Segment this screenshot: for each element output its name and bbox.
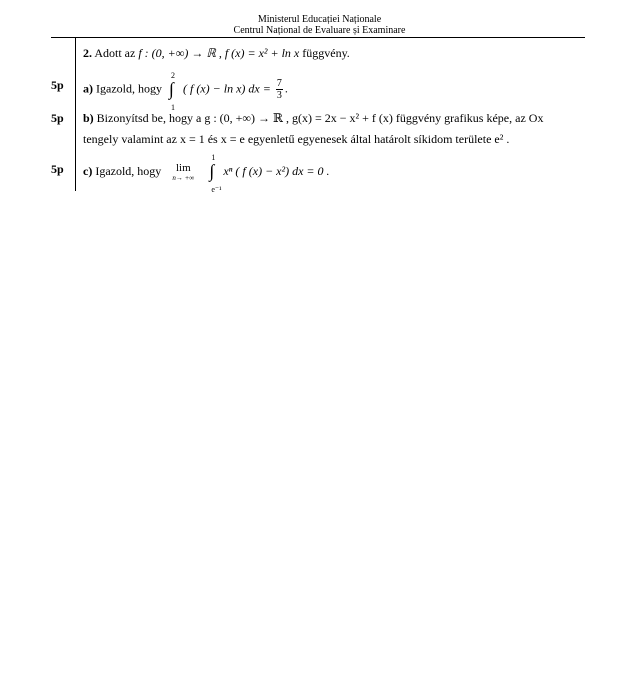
part-c-label: c)	[83, 163, 93, 178]
integral-sign: ∫ 2 1	[168, 83, 179, 97]
integral-lower-limit: e⁻¹	[211, 185, 222, 194]
part-a-points: 5p	[51, 78, 64, 92]
part-b-line1: Bizonyítsd be, hogy a g : (0, +∞) → ℝ , g(x) = 2x − x² + f (x) függvény grafikus képe, az Ox	[96, 111, 544, 125]
page-header	[0, 15, 639, 36]
integral-sign: ∫ 1 e⁻¹	[208, 165, 219, 179]
part-a-text: Igazold, hogy	[96, 81, 162, 96]
limit-subscript: n→ +∞	[172, 174, 195, 182]
integral-upper-limit: 2	[170, 70, 175, 80]
limit-word: lim	[175, 162, 191, 174]
problem-intro	[83, 46, 583, 60]
part-b-label: b)	[83, 111, 94, 125]
problem-intro-suffix: függvény.	[302, 46, 350, 60]
part-a-label: a)	[83, 81, 93, 96]
limit-operator	[166, 162, 200, 182]
integral-upper-limit: 1	[211, 153, 216, 162]
part-c-integrand: xⁿ ( f (x) − x²) dx = 0 .	[223, 163, 330, 178]
part-a: a) Igazold, hogy ∫ 2 1 ( f (x) − ln x) dx = $\frac{7}{3}$ .	[83, 78, 583, 101]
function-definition: f : (0, +∞) → ℝ , f (x) = x² + ln x	[138, 46, 300, 60]
fraction-denominator: 3	[276, 90, 282, 101]
header-rule	[51, 37, 585, 38]
part-b	[83, 111, 583, 125]
part-c-points: 5p	[51, 162, 64, 176]
part-c	[83, 153, 583, 194]
part-c-text: Igazold, hogy	[95, 163, 162, 178]
part-b-points: 5p	[51, 111, 64, 125]
problem-intro-text: Adott az	[94, 46, 136, 60]
fraction-numerator: 7	[276, 78, 282, 89]
part-b-continuation	[83, 132, 583, 146]
center-name: Centrul Național de Evaluare și Examinare	[233, 24, 406, 36]
ministry-name: Ministerul Educației Naționale	[257, 14, 382, 25]
part-b-line2: tengely valamint az x = 1 és x = e egyenletű egyenesek által határolt síkidom területe e² .	[83, 132, 510, 146]
part-a-result-fraction	[276, 78, 283, 101]
integral-lower-limit: 1	[170, 102, 175, 112]
problem-number: 2.	[83, 46, 92, 60]
part-a-integrand: ( f (x) − ln x) dx =	[182, 81, 271, 96]
points-column-divider	[75, 38, 76, 191]
